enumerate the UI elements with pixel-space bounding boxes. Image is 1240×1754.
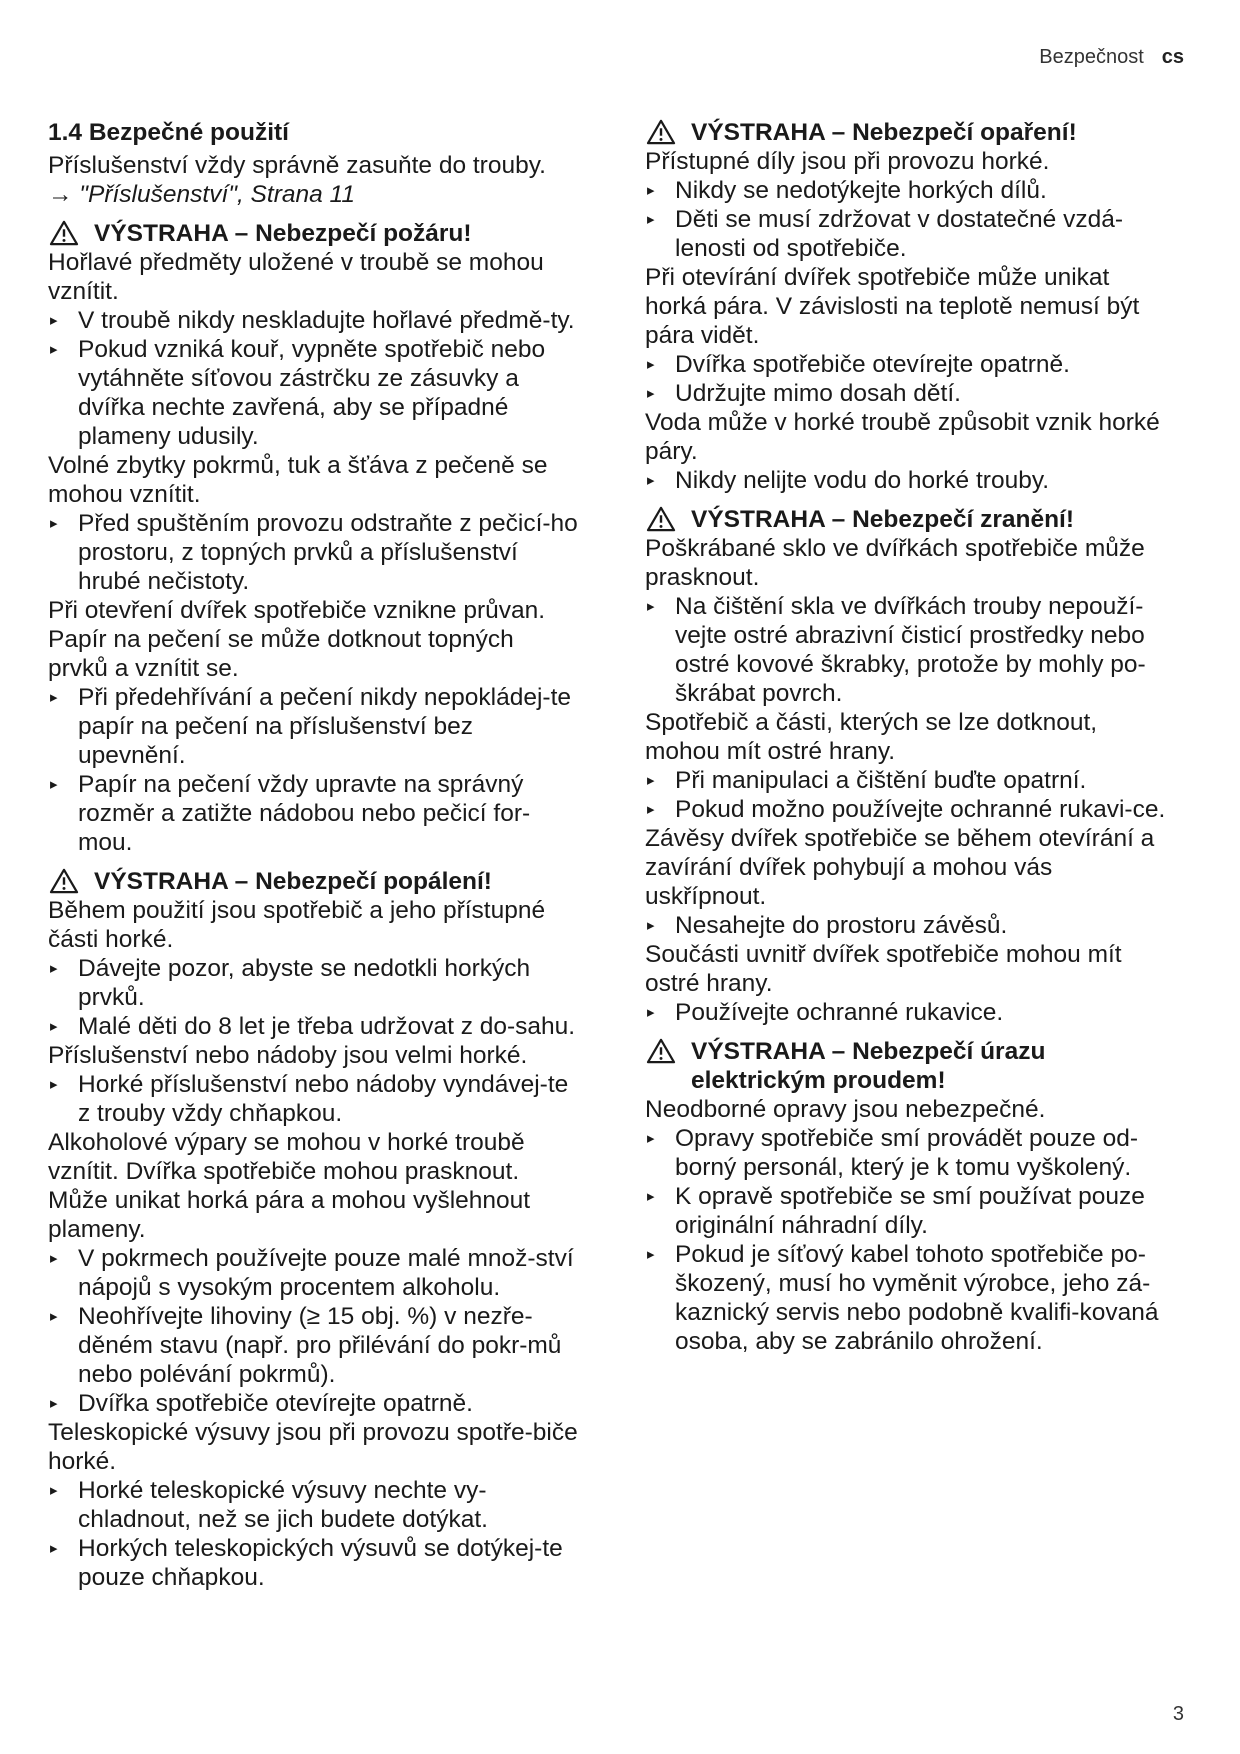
header-section: Bezpečnost: [1039, 46, 1144, 68]
bullet-item: ▸ V troubě nikdy neskladujte hořlavé předmě-ty.: [50, 307, 575, 334]
bullet-item: ▸ Na čištění skla ve dvířkách trouby nepouží-vejte ostré abrazivní čisticí prostředky nebo ostré kovové škrabky, protože by mohly po-škrábat povrch.: [647, 593, 1146, 707]
bullet-item: ▸ Dvířka spotřebiče otevírejte opatrně.: [647, 351, 1070, 378]
warning-text: Při otevření dvířek spotřebiče vznikne průvan. Papír na pečení se může dotknout topných prvků a vznítit se.: [48, 597, 546, 682]
bullet-arrow-icon: ▸: [647, 472, 655, 489]
bullet-arrow-icon: ▸: [50, 689, 58, 706]
warning-text: Při otevírání dvířek spotřebiče může unikat horká pára. V závislosti na teplotě nemusí být pára vidět.: [645, 264, 1140, 349]
bullet-item: ▸ Opravy spotřebiče smí provádět pouze od-borný personál, který je k tomu vyškolený.: [647, 1125, 1139, 1181]
bullet-item: ▸ Při předehřívání a pečení nikdy nepokládej-te papír na pečení na příslušenství bez upevnění.: [50, 684, 572, 769]
warning-text: Neodborné opravy jsou nebezpečné.: [645, 1096, 1046, 1123]
bullet-item: ▸ Pokud možno používejte ochranné rukavi-ce.: [647, 796, 1166, 823]
bullet-item: ▸ Dávejte pozor, abyste se nedotkli horkých prvků.: [50, 955, 531, 1011]
bullet-item: ▸ Udržujte mimo dosah dětí.: [647, 380, 961, 407]
bullet-item: ▸ K opravě spotřebiče se smí používat pouze originální náhradní díly.: [647, 1183, 1145, 1239]
bullet-arrow-icon: ▸: [647, 801, 655, 818]
warning-text: Teleskopické výsuvy jsou při provozu spotře-biče horké.: [48, 1419, 578, 1475]
bullet-arrow-icon: ▸: [647, 1188, 655, 1205]
bullet-arrow-icon: ▸: [50, 1076, 58, 1093]
warning-triangle-icon: [645, 1038, 677, 1064]
bullet-arrow-icon: ▸: [50, 1308, 58, 1325]
bullet-item: ▸ Neohřívejte lihoviny (≥ 15 obj. %) v nezře-děném stavu (např. pro přilévání do pokr-mů nebo polévání pokrmů).: [50, 1303, 562, 1388]
bullet-arrow-icon: ▸: [50, 960, 58, 977]
warning-triangle-icon: [645, 119, 677, 145]
bullet-arrow-icon: ▸: [647, 598, 655, 615]
running-header: [1039, 46, 1184, 69]
bullet-item: ▸ Horkých teleskopických výsuvů se dotýkej-te pouze chňapkou.: [50, 1535, 563, 1591]
bullet-arrow-icon: ▸: [647, 917, 655, 934]
warning-fire: [48, 219, 578, 248]
warning-scald: [645, 118, 1175, 147]
bullet-arrow-icon: ▸: [50, 776, 58, 793]
intro-text: Příslušenství vždy správně zasuňte do trouby.: [48, 152, 546, 179]
warning-triangle-icon: [48, 220, 80, 246]
bullet-item: ▸ Používejte ochranné rukavice.: [647, 999, 1004, 1026]
bullet-arrow-icon: ▸: [647, 772, 655, 789]
warning-title: VÝSTRAHA – Nebezpečí opaření!: [691, 119, 1077, 146]
bullet-arrow-icon: ▸: [647, 356, 655, 373]
warning-electric-shock: [645, 1037, 1175, 1095]
bullet-arrow-icon: ▸: [647, 182, 655, 199]
warning-text: Hořlavé předměty uložené v troubě se mohou vznítit.: [48, 249, 544, 305]
warning-title: VÝSTRAHA – Nebezpečí úrazu elektrickým proudem!: [691, 1038, 1046, 1094]
warning-text: Závěsy dvířek spotřebiče se během otevírání a zavírání dvířek pohybují a mohou vás uskřípnout.: [645, 825, 1155, 910]
bullet-arrow-icon: ▸: [50, 341, 58, 358]
bullet-item: ▸ Horké teleskopické výsuvy nechte vy-chladnout, než se jich budete dotýkat.: [50, 1477, 488, 1533]
warning-text: Součásti uvnitř dvířek spotřebiče mohou mít ostré hrany.: [645, 941, 1122, 997]
page-number: 3: [1172, 1703, 1184, 1725]
bullet-item: ▸ Děti se musí zdržovat v dostatečné vzdá-lenosti od spotřebiče.: [647, 206, 1123, 262]
bullet-arrow-icon: ▸: [50, 1482, 58, 1499]
warning-title: VÝSTRAHA – Nebezpečí požáru!: [94, 220, 472, 247]
bullet-item: ▸ Horké příslušenství nebo nádoby vyndávej-te z trouby vždy chňapkou.: [50, 1071, 569, 1127]
bullet-arrow-icon: ▸: [647, 1130, 655, 1147]
bullet-item: ▸ Při manipulaci a čištění buďte opatrní.: [647, 767, 1087, 794]
warning-text: Příslušenství nebo nádoby jsou velmi horké.: [48, 1042, 528, 1069]
header-language-code: cs: [1161, 46, 1184, 68]
warning-text: Během použití jsou spotřebič a jeho přístupné části horké.: [48, 897, 546, 953]
bullet-arrow-icon: ▸: [50, 1018, 58, 1035]
bullet-item: ▸ Pokud je síťový kabel tohoto spotřebiče po-škozený, musí ho vyměnit výrobce, jeho zá-kaznický servis nebo podobně kvalifi-kovaná osoba, aby se zabránilo ohrožení.: [647, 1241, 1159, 1355]
warning-burn: [48, 867, 578, 896]
bullet-arrow-icon: ▸: [50, 515, 58, 532]
warning-triangle-icon: [48, 868, 80, 894]
bullet-item: ▸ Dvířka spotřebiče otevírejte opatrně.: [50, 1390, 473, 1417]
bullet-arrow-icon: ▸: [647, 1246, 655, 1263]
bullet-item: ▸ Nikdy se nedotýkejte horkých dílů.: [647, 177, 1047, 204]
warning-text: Poškrábané sklo ve dvířkách spotřebiče může prasknout.: [645, 535, 1145, 591]
warning-title: VÝSTRAHA – Nebezpečí popálení!: [94, 868, 492, 895]
section-heading: 1.4 Bezpečné použití: [48, 119, 289, 146]
bullet-arrow-icon: ▸: [647, 211, 655, 228]
warning-text: Volné zbytky pokrmů, tuk a šťáva z pečeně se mohou vznítit.: [48, 452, 548, 508]
bullet-arrow-icon: ▸: [50, 1250, 58, 1267]
bullet-arrow-icon: ▸: [50, 1395, 58, 1412]
bullet-arrow-icon: ▸: [647, 385, 655, 402]
bullet-item: ▸ Papír na pečení vždy upravte na správný rozměr a zatižte nádobou nebo pečicí for-mou.: [50, 771, 531, 856]
bullet-item: ▸ Nikdy nelijte vodu do horké trouby.: [647, 467, 1050, 494]
warning-text: Alkoholové výpary se mohou v horké troubě vznítit. Dvířka spotřebiče mohou prasknout. Může unikat horká pára a mohou vyšlehnout plameny.: [48, 1129, 531, 1243]
bullet-arrow-icon: ▸: [50, 1540, 58, 1557]
warning-text: Voda může v horké troubě způsobit vznik horké páry.: [645, 409, 1160, 465]
bullet-item: ▸ Před spuštěním provozu odstraňte z pečicí-ho prostoru, z topných prvků a příslušenství hrubé nečistoty.: [50, 510, 578, 595]
warning-text: Přístupné díly jsou při provozu horké.: [645, 148, 1050, 175]
bullet-item: ▸ V pokrmech používejte pouze malé množ-ství nápojů s vysokým procentem alkoholu.: [50, 1245, 574, 1301]
bullet-item: ▸ Malé děti do 8 let je třeba udržovat z do-sahu.: [50, 1013, 576, 1040]
bullet-item: ▸ Pokud vzniká kouř, vypněte spotřebič nebo vytáhněte síťovou zástrčku ze zásuvky a dvířka nechte zavřená, aby se případné plameny udusily.: [50, 336, 546, 450]
warning-injury: [645, 505, 1175, 534]
bullet-arrow-icon: ▸: [647, 1004, 655, 1021]
warning-triangle-icon: [645, 506, 677, 532]
warning-title: VÝSTRAHA – Nebezpečí zranění!: [691, 506, 1075, 533]
warning-text: Spotřebič a části, kterých se lze dotknout, mohou mít ostré hrany.: [645, 709, 1098, 765]
right-column: [645, 118, 1175, 1356]
cross-reference-link[interactable]: → "Příslušenství", Strana 11: [48, 181, 355, 208]
left-column: [48, 118, 578, 1592]
bullet-arrow-icon: ▸: [50, 312, 58, 329]
bullet-item: ▸ Nesahejte do prostoru závěsů.: [647, 912, 1008, 939]
